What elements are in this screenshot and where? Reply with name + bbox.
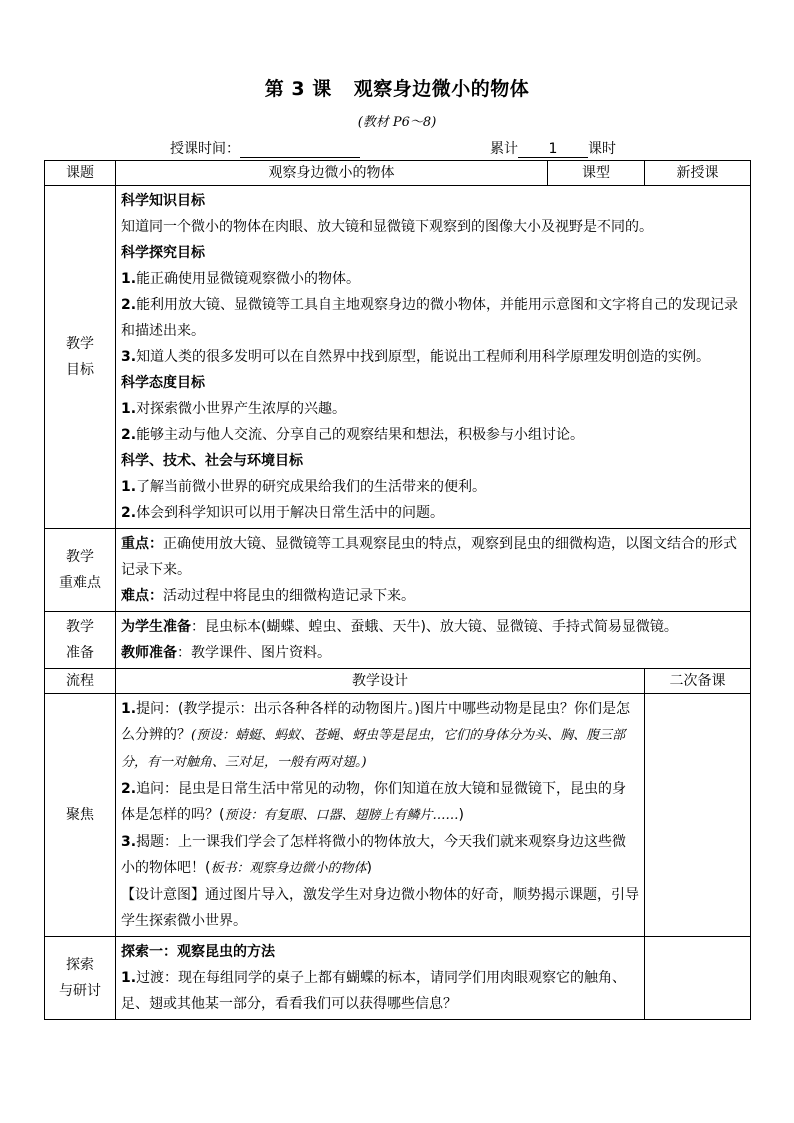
keypoints-label-line1: 教学 xyxy=(66,549,94,565)
explore-second-prep[interactable] xyxy=(645,937,751,1020)
preparation-label-line1: 教学 xyxy=(66,619,94,635)
knowledge-goal-heading: 科学知识目标 xyxy=(121,193,205,209)
topic-row xyxy=(45,161,751,186)
goals-label xyxy=(45,186,116,529)
second-prep-header: 二次备课 xyxy=(645,669,751,694)
explore-label xyxy=(45,937,116,1020)
stse-goal-heading: 科学、技术、社会与环境目标 xyxy=(121,453,303,469)
attitude-goal-2: 2.能够主动与他人交流、分享自己的观察结果和想法，积极参与小组讨论。 xyxy=(121,427,585,443)
inquiry-goal-heading: 科学探究目标 xyxy=(121,245,205,261)
focus-label: 聚焦 xyxy=(45,694,116,937)
lesson-title xyxy=(0,74,794,101)
goals-label-line1: 教学 xyxy=(66,336,94,352)
student-preparation: 为学生准备：昆虫标本(蝴蝶、蝗虫、蚕蛾、天牛)、放大镜、显微镜、手持式简易显微镜。 xyxy=(121,619,678,635)
explore-step-1: 1.过渡：现在每组同学的桌子上都有蝴蝶的标本，请同学们用肉眼观察它的触角、足、翅或其他某一部分，看看我们可以获得哪些信息？ xyxy=(121,970,627,1012)
attitude-goal-heading: 科学态度目标 xyxy=(121,375,205,391)
preparation-content xyxy=(116,612,751,669)
key-point: 重点：正确使用放大镜、显微镜等工具观察昆虫的特点，观察到昆虫的细微构造，以图文结合的形式记录下来。 xyxy=(121,536,737,578)
preparation-label xyxy=(45,612,116,669)
flow-header: 流程 xyxy=(45,669,116,694)
inquiry-goal-3: 3.知道人类的很多发明可以在自然界中找到原型，能说出工程师利用科学原理发明创造的实例。 xyxy=(121,349,711,365)
teacher-preparation: 教师准备：教学课件、图片资料。 xyxy=(121,645,331,661)
inquiry-goal-1: 1.能正确使用显微镜观察微小的物体。 xyxy=(121,271,361,287)
total-hours xyxy=(490,138,616,158)
focus-step-1: 1.提问：(教学提示：出示各种各样的动物图片。)图片中哪些动物是昆虫？你们是怎么分辨的？(预设：蜻蜓、蚂蚁、苍蝇、蚜虫等是昆虫，它们的身体分为头、胸、腹三部分，有一对触角、三对足，一般有两对翅。) xyxy=(121,701,630,770)
teaching-time-label: 授课时间： xyxy=(170,141,240,157)
type-label: 课型 xyxy=(548,161,645,186)
difficult-point: 难点：活动过程中将昆虫的细微构造记录下来。 xyxy=(121,588,415,604)
textbook-pages: (教材 P6～8) xyxy=(357,115,437,130)
explore-label-line2: 与研讨 xyxy=(59,983,101,999)
focus-step-3: 3.揭题：上一课我们学会了怎样将微小的物体放大，今天我们就来观察身边这些微小的物体吧！(板书：观察身边微小的物体) xyxy=(121,834,627,876)
keypoints-label-line2: 重难点 xyxy=(59,575,101,591)
process-header-row xyxy=(45,669,751,694)
keypoints-content xyxy=(116,529,751,612)
lesson-name: 观察身边微小的物体 xyxy=(353,78,530,100)
total-hours-label: 累计 xyxy=(490,141,518,157)
goals-label-line2: 目标 xyxy=(66,362,94,378)
topic-label: 课题 xyxy=(45,161,116,186)
lesson-number: 第 3 课 xyxy=(264,78,332,100)
type-value: 新授课 xyxy=(645,161,751,186)
total-hours-value: 1 xyxy=(518,141,588,158)
explore-content xyxy=(116,937,645,1020)
stse-goal-1: 1.了解当前微小世界的研究成果给我们的生活带来的便利。 xyxy=(121,479,487,495)
topic-value: 观察身边微小的物体 xyxy=(116,161,548,186)
attitude-goal-1: 1.对探索微小世界产生浓厚的兴趣。 xyxy=(121,401,347,417)
focus-design-intent: 【设计意图】通过图片导入，激发学生对身边微小物体的好奇，顺势揭示课题，引导学生探索微小世界。 xyxy=(121,887,639,929)
design-header: 教学设计 xyxy=(116,669,645,694)
explore-heading: 探索一：观察昆虫的方法 xyxy=(121,944,275,960)
keypoints-label xyxy=(45,529,116,612)
keypoints-row xyxy=(45,529,751,612)
focus-second-prep[interactable] xyxy=(645,694,751,937)
lesson-plan-table xyxy=(44,160,751,1020)
teaching-time-field[interactable] xyxy=(240,141,360,158)
explore-row xyxy=(45,937,751,1020)
explore-label-line1: 探索 xyxy=(66,957,94,973)
inquiry-goal-2: 2.能利用放大镜、显微镜等工具自主地观察身边的微小物体，并能用示意图和文字将自己的发现记录和描述出来。 xyxy=(121,297,739,339)
stse-goal-2: 2.体会到科学知识可以用于解决日常生活中的问题。 xyxy=(121,505,445,521)
knowledge-goal-1: 知道同一个微小的物体在肉眼、放大镜和显微镜下观察到的图像大小及视野是不同的。 xyxy=(121,219,653,235)
goals-content xyxy=(116,186,751,529)
preparation-label-line2: 准备 xyxy=(66,645,94,661)
total-hours-unit: 课时 xyxy=(588,141,616,157)
focus-content xyxy=(116,694,645,937)
focus-step-2: 2.追问：昆虫是日常生活中常见的动物，你们知道在放大镜和显微镜下，昆虫的身体是怎样的吗？(预设：有复眼、口器、翅膀上有鳞片……) xyxy=(121,781,627,823)
goals-row xyxy=(45,186,751,529)
focus-row xyxy=(45,694,751,937)
preparation-row xyxy=(45,612,751,669)
teaching-time xyxy=(170,138,360,158)
